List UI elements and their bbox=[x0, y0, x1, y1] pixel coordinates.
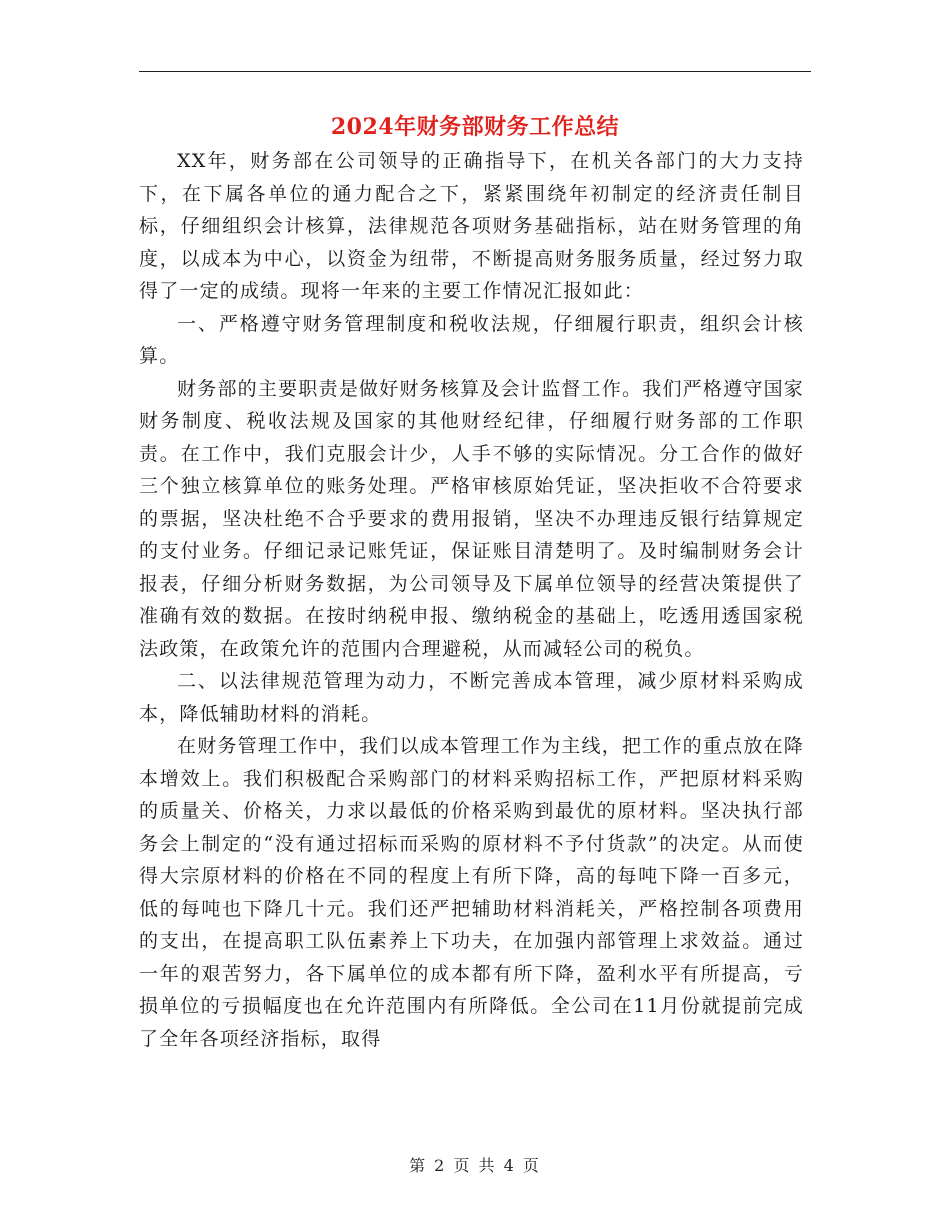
header-rule bbox=[139, 71, 811, 72]
page-number: 第 2 页 共 4 页 bbox=[409, 1156, 541, 1175]
paragraph-section-1: 财务部的主要职责是做好财务核算及会计监督工作。我们严格遵守国家财务制度、税收法规及国家的其他财经纪律，仔细履行财务部的工作职责。在工作中，我们克服会计少，人手不够的实际情况。分工合作的做好三个独立核算单位的账务处理。严格审核原始凭证，坚决拒收不合符要求的票据，坚决杜绝不合乎要求的费用报销，坚决不办理违反银行结算规定的支付业务。仔细记录记账凭证，保证账目清楚明了。及时编制财务会计报表，仔细分析财务数据，为公司领导及下属单位领导的经营决策提供了准确有效的数据。在按时纳税申报、缴纳税金的基础上，吃透用透国家税法政策，在政策允许的范围内合理避税，从而减轻公司的税负。 bbox=[139, 377, 804, 660]
paragraph-section-2: 在财务管理工作中，我们以成本管理工作为主线，把工作的重点放在降本增效上。我们积极配合采购部门的材料采购招标工作，严把原材料采购的质量关、价格关，力求以最低的价格采购到最优的原材料。坚决执行部务会上制定的“没有通过招标而采购的原材料不予付货款”的决定。从而使得大宗原材料的价格在不同的程度上有所下降，高的每吨下降一百多元，低的每吨也下降几十元。我们还严把辅助材料消耗关，严格控制各项费用的支出，在提高职工队伍素养上下功夫，在加强内部管理上求效益。通过一年的艰苦努力，各下属单位的成本都有所下降，盈利水平有所提高，亏损单位的亏损幅度也在允许范围内有所降低。全公司在11月份就提前完成了全年各项经济指标，取得 bbox=[139, 735, 804, 1050]
document-title: 2024年财务部财务工作总结 bbox=[330, 114, 620, 140]
section-heading-1: 一、严格遵守财务管理制度和税收法规，仔细履行职责，组织会计核算。 bbox=[139, 312, 804, 367]
document-body bbox=[139, 145, 804, 1055]
paragraph-intro: XX年，财务部在公司领导的正确指导下，在机关各部门的大力支持下，在下属各单位的通力配合之下，紧紧围绕年初制定的经济责任制目标，仔细组织会计核算，法律规范各项财务基础指标，站在财务管理的角度，以成本为中心，以资金为纽带，不断提高财务服务质量，经过努力取得了一定的成绩。现将一年来的主要工作情况汇报如此： bbox=[139, 150, 804, 302]
section-heading-2: 二、以法律规范管理为动力，不断完善成本管理，减少原材料采购成本，降低辅助材料的消耗。 bbox=[139, 670, 804, 725]
